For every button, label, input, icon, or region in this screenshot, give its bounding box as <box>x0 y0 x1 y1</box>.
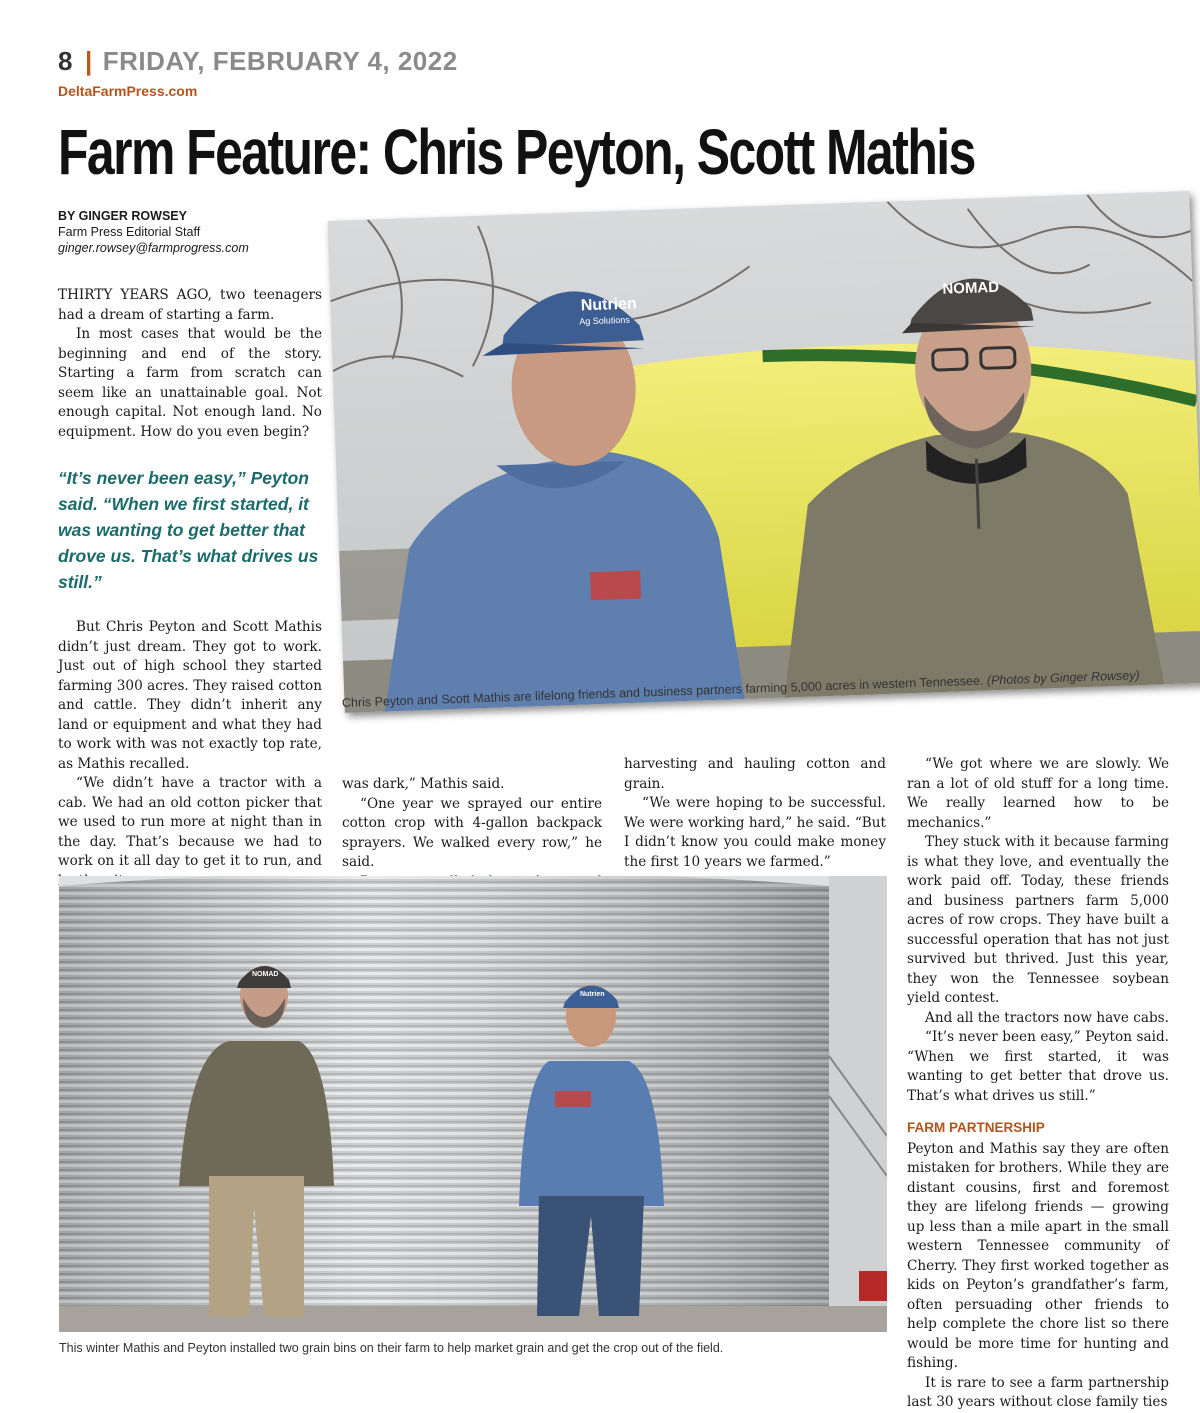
page-folio <box>58 46 458 77</box>
ground <box>59 1306 887 1332</box>
photo-caption-grain-bins: This winter Mathis and Peyton installed two grain bins on their farm to help market grain and get the crop out of the field. <box>59 1341 724 1355</box>
cap-logo-text: NOMAD <box>942 278 1000 298</box>
photo-grain-bins <box>59 876 887 1332</box>
site-url[interactable]: DeltaFarmPress.com <box>58 83 198 99</box>
grain-bin-illustration <box>59 876 887 1332</box>
body-paragraph: But Chris Peyton and Scott Mathis didn’t just dream. They got to work. Just out of high school they started farming 300 acres. They raised cotton and cattle. They didn’t inherit any land or equipment and what they had to work with was not exactly top rate, as Mathis recalled. <box>58 619 322 772</box>
body-paragraph: “One year we sprayed our entire cotton crop with 4-gallon backpack sprayers. We walked every row,” he said. <box>342 795 602 870</box>
lead-paragraph: THIRTY YEARS AGO, two teenagers had a dream of starting a farm. <box>58 287 322 323</box>
photo-peyton-mathis-portrait <box>328 191 1200 713</box>
body-paragraph: It is rare to see a farm partnership last 30 years without close family ties <box>907 1374 1169 1410</box>
cap-logo-subtext: Ag Solutions <box>579 314 631 327</box>
body-paragraph: “We were hoping to be successful. We were working hard,” he said. “But I didn’t know you could make money the first 10 years we farmed.” <box>624 795 886 870</box>
body-paragraph: “It’s never been easy,” Peyton said. “When we first started, it was wanting to get better that drove us. That’s what drives us still.” <box>907 1029 1169 1104</box>
column-1-intro <box>58 286 322 442</box>
column-4 <box>907 755 1169 1413</box>
body-paragraph: Peyton and Mathis say they are often mistaken for brothers. While they are distant cousins, first and foremost they are lifelong friends — growing up less than a mile apart in the small western Tennessee community of Cherry. They first worked together as kids on Peyton’s grandfather’s farm, often persuading other friends to help complete the chore list so there would be more time for hunting and fishing. <box>907 1140 1169 1371</box>
column-3 <box>624 755 886 872</box>
body-paragraph: “We got where we are slowly. We ran a lot of old stuff for a long time. We really learned how to be mechanics.” <box>907 756 1169 831</box>
body-paragraph: “We didn’t have a tractor with a cab. We had an old cotton picker that we used to run more at night than in the day. That’s because we had to work on it all day to get it to run, and <box>58 775 322 869</box>
byline-email[interactable]: ginger.rowsey@farmprogress.com <box>58 241 249 255</box>
issue-date: FRIDAY, FEBRUARY 4, 2022 <box>102 46 458 76</box>
subhead-farm-partnership: FARM PARTNERSHIP <box>907 1120 1045 1135</box>
body-paragraph: harvesting and hauling cotton and grain. <box>624 756 886 792</box>
body-paragraph: was dark,” Mathis said. <box>342 776 505 792</box>
cap-logo-text: Nutrien <box>580 295 638 315</box>
portrait-illustration <box>328 191 1200 713</box>
article-headline: Farm Feature: Chris Peyton, Scott Mathis <box>58 116 975 188</box>
body-paragraph: In most cases that would be the beginning and end of the story. Starting a farm from scratch can seem like an unattainable goal. Not enough capital. Not enough land. No equipment. How do you even begin? <box>58 326 322 440</box>
body-paragraph: And all the tractors now have cabs. <box>925 1009 1169 1026</box>
page-number: 8 <box>58 46 73 76</box>
pull-quote: “It’s never been easy,” Peyton said. “When we first started, it was wanting to get better that drove us. That’s what drives us still.” <box>58 468 319 592</box>
column-1-body <box>58 618 322 891</box>
folio-divider: | <box>84 46 93 76</box>
byline <box>58 208 249 256</box>
byline-role: Farm Press Editorial Staff <box>58 225 201 239</box>
cap-logo-text: Nutrien <box>580 991 605 998</box>
cap-logo-text: NOMAD <box>252 971 279 978</box>
photo-credit: (Photos by Ginger Rowsey) <box>986 668 1140 688</box>
byline-author: BY GINGER ROWSEY <box>58 209 187 223</box>
body-paragraph: They stuck with it because farming is what they love, and eventually the work paid off. Today, these friends and business partners farm 5,000 acres of row crops. They have built a successful operation that has not just survived but thrived. Just this year, they won the Tennessee soybean yield contest. <box>907 834 1169 1006</box>
caption-text: Chris Peyton and Scott Mathis are lifelong friends and business partners farming 5,000 acres in western Tennessee. <box>341 673 984 710</box>
